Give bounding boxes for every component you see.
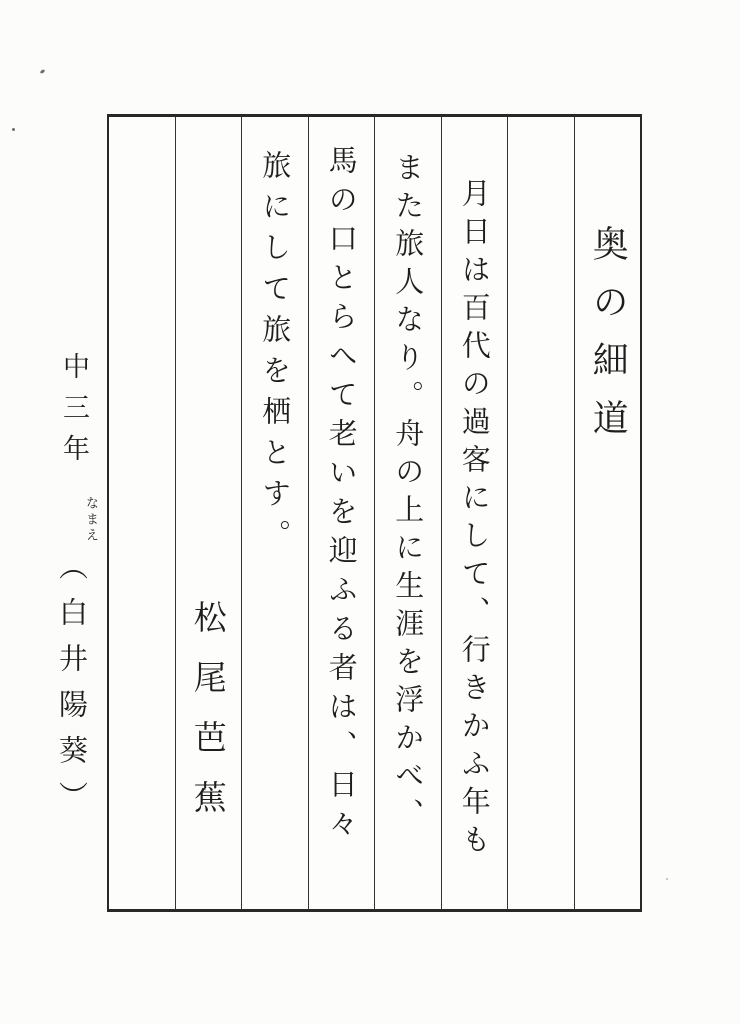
author-name: 松尾芭蕉 — [188, 600, 228, 840]
grade-label: 中三年 — [58, 352, 89, 475]
passage-column-3 — [309, 117, 376, 909]
work-title: 奥の細道 — [587, 225, 629, 457]
title-column — [575, 117, 641, 909]
empty-column — [109, 117, 176, 909]
passage-line: また旅人なり。舟の上に生涯を浮かべ、 — [391, 152, 426, 836]
passage-line: 旅にして旅を栖とす。 — [258, 150, 293, 560]
student-name: （白井陽葵） — [55, 551, 89, 827]
passage-line: 馬の口とらへて老いを迎ふる者は、日々 — [324, 145, 359, 847]
passage-column-2 — [375, 117, 442, 909]
scan-speck — [12, 128, 15, 131]
scan-speck — [666, 878, 668, 880]
writing-sheet — [107, 114, 642, 912]
passage-column-1 — [442, 117, 509, 909]
passage-column-4 — [242, 117, 309, 909]
passage-line: 月日は百代の過客にして、行きかふ年も — [457, 178, 492, 862]
scan-speck — [40, 69, 46, 74]
name-field-label: なまえ — [83, 496, 98, 544]
empty-column — [508, 117, 575, 909]
author-column — [176, 117, 243, 909]
